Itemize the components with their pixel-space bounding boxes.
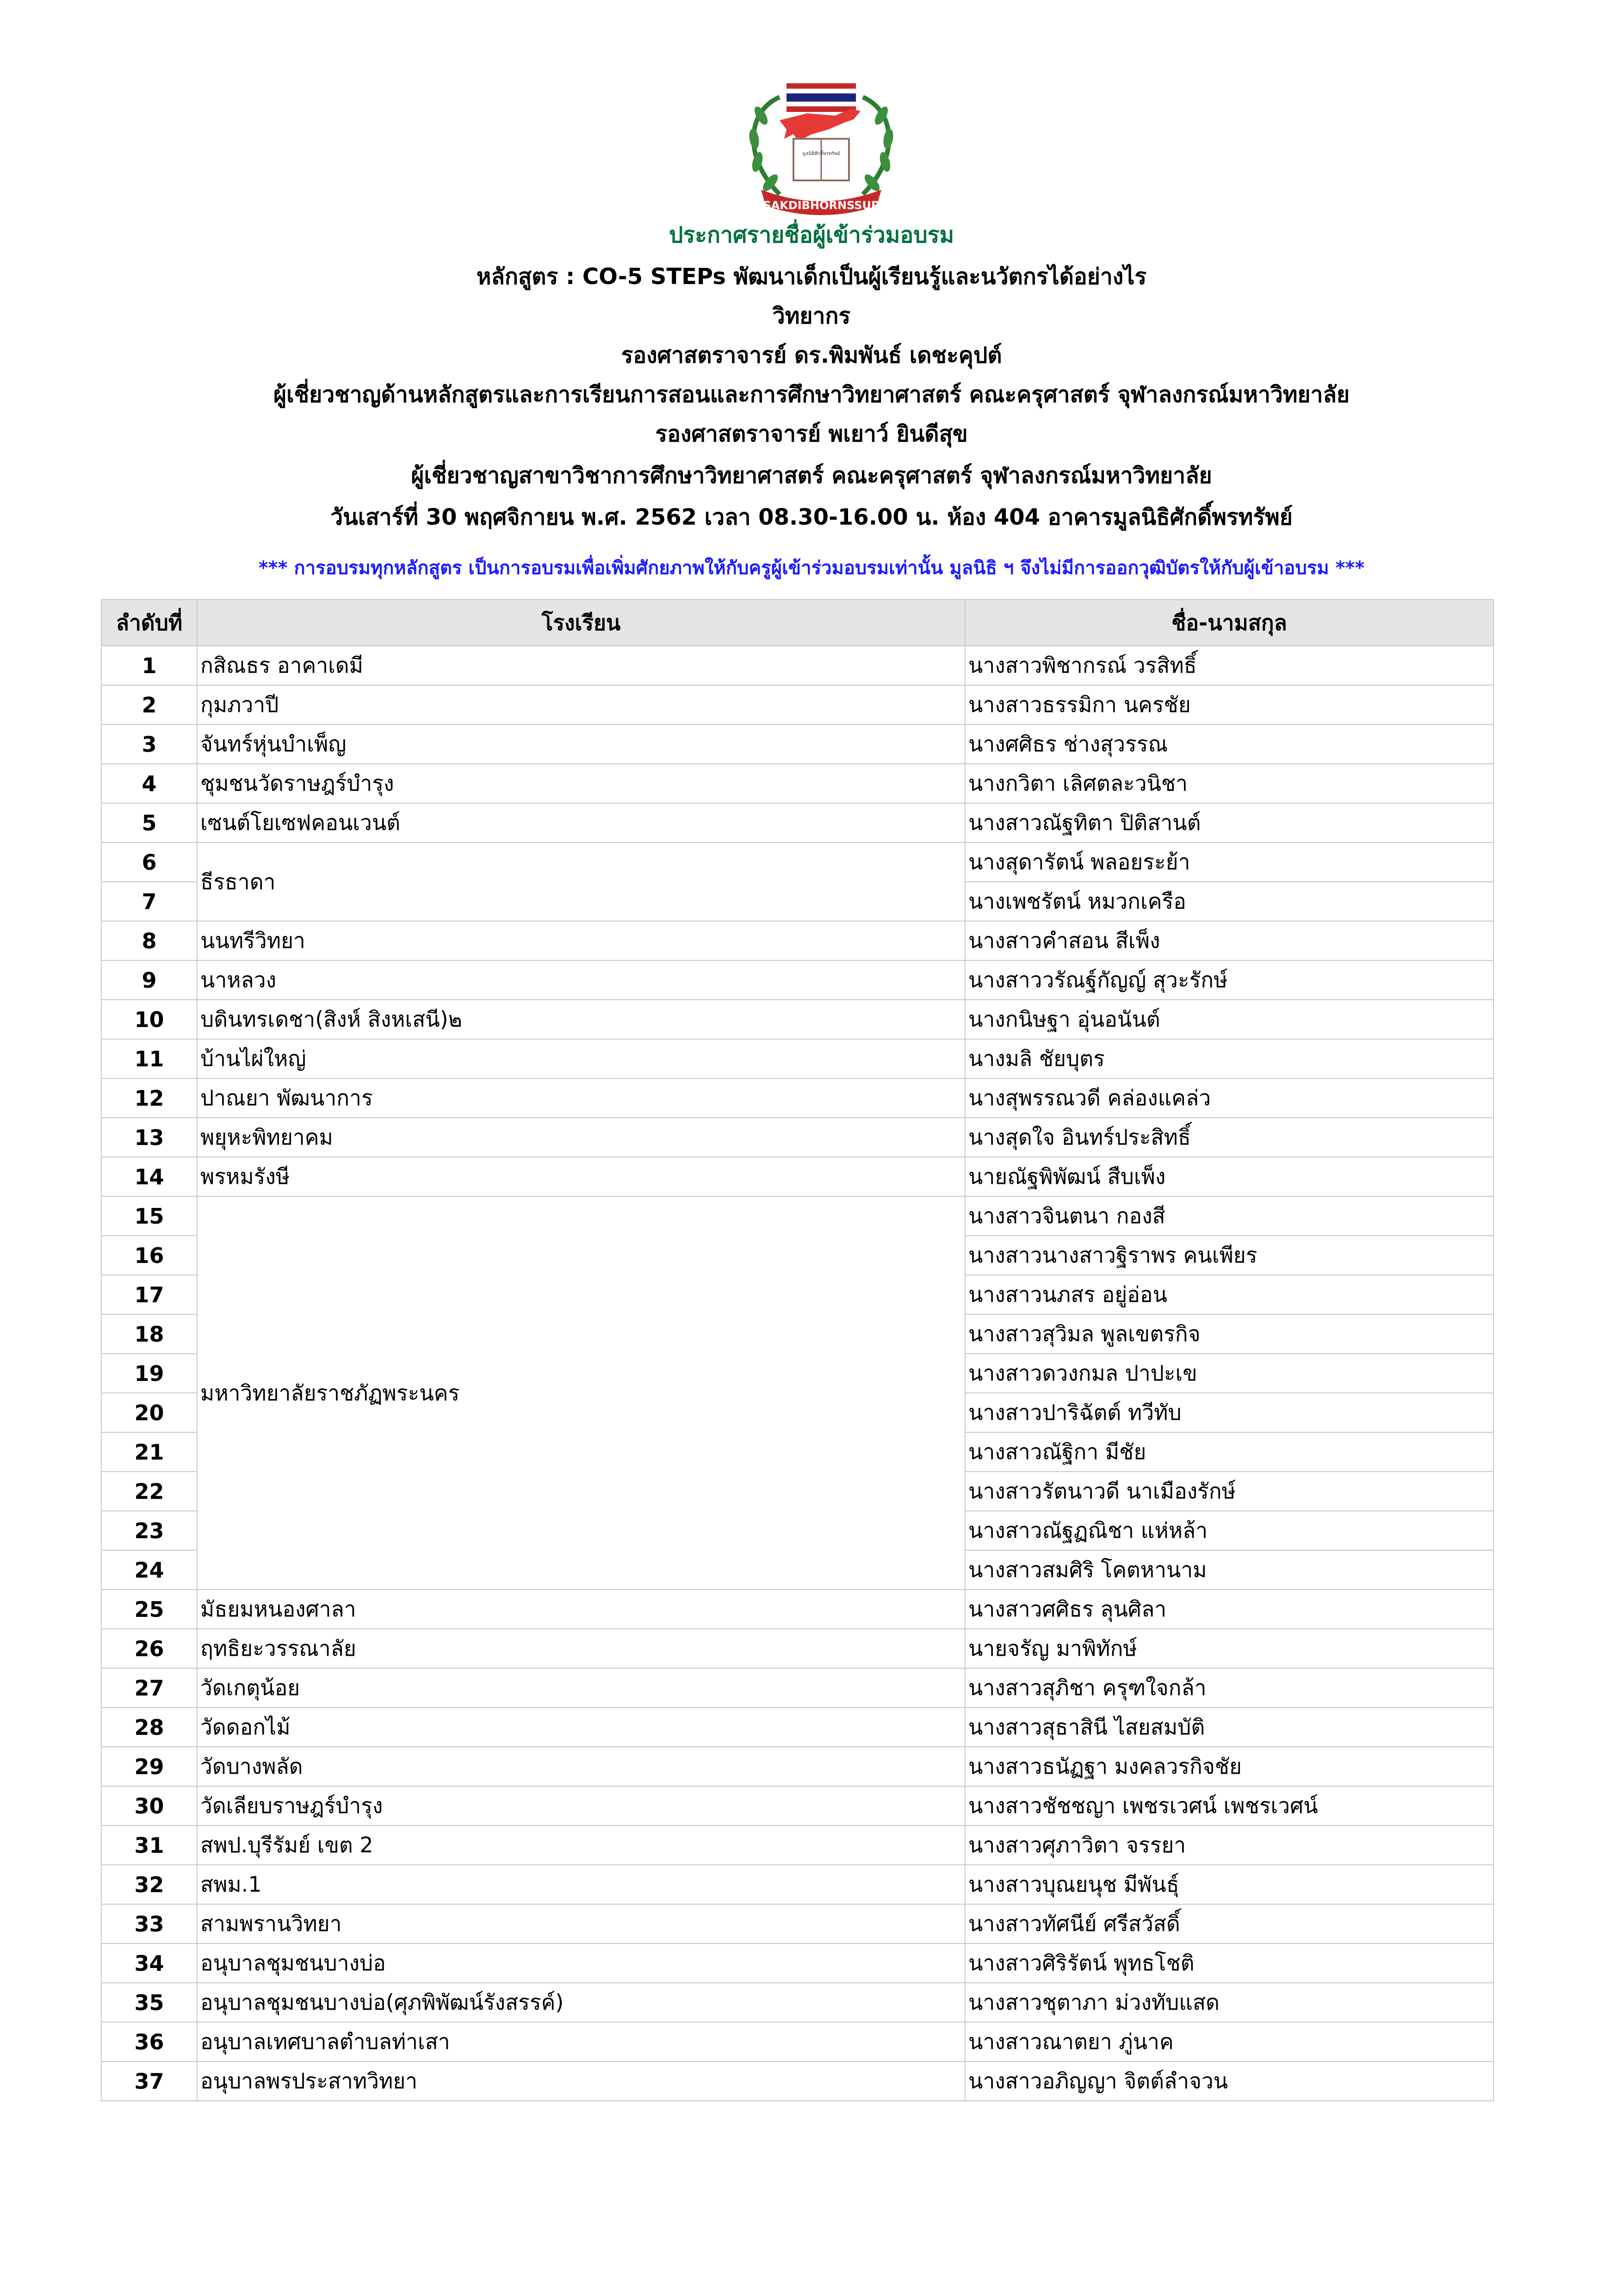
participant-name: นางสาวธรรมิกา นครชัย [965, 685, 1493, 724]
school-cell: วัดดอกไม้ [197, 1708, 965, 1747]
school-cell: เซนต์โยเซฟคอนเวนต์ [197, 803, 965, 842]
table-row [101, 1039, 1493, 1078]
table-row [101, 1196, 1493, 1236]
row-number: 3 [101, 724, 197, 764]
participant-name: นางสาวสุวิมล พูลเขตรกิจ [965, 1314, 1493, 1354]
school-cell: สามพรานวิทยา [197, 1904, 965, 1943]
row-number: 24 [101, 1550, 197, 1590]
participant-name: นางสาวชัชชญา เพชรเวศน์ เพชรเวศน์ [965, 1786, 1493, 1826]
col-header-number: ลำดับที่ [101, 600, 197, 646]
school-cell: วัดเกตุน้อย [197, 1668, 965, 1708]
row-number: 29 [101, 1747, 197, 1786]
participant-name: นางสาวชุตาภา ม่วงทับแสด [965, 1983, 1493, 2022]
participant-name: นางสาวนภสร อยู่อ่อน [965, 1275, 1493, 1314]
speaker-heading: วิทยากร [772, 303, 851, 329]
table-row [101, 803, 1493, 842]
speaker1-title: ผู้เชี่ยวชาญด้านหลักสูตรและการเรียนการสอนและการศึกษาวิทยาศาสตร์ คณะครุศาสตร์ จุฬาลงกรณ์มหาวิทยาลัย [273, 382, 1350, 408]
table-row [101, 724, 1493, 764]
school-cell: จันทร์หุ่นบำเพ็ญ [197, 724, 965, 764]
row-number: 1 [101, 646, 197, 685]
row-number: 23 [101, 1511, 197, 1550]
row-number: 25 [101, 1590, 197, 1629]
col-header-name: ชื่อ-นามสกุล [965, 600, 1493, 646]
row-number: 13 [101, 1118, 197, 1157]
participant-name: นางสุดารัตน์ พลอยระย้า [965, 842, 1493, 882]
row-number: 22 [101, 1472, 197, 1511]
school-cell: บดินทรเดชา(สิงห์ สิงหเสนี)๒ [197, 1000, 965, 1039]
participant-name: นางมลิ ชัยบุตร [965, 1039, 1493, 1078]
school-cell: กุมภวาปี [197, 685, 965, 724]
school-cell: ฤทธิยะวรรณาลัย [197, 1629, 965, 1668]
school-cell: พรหมรังษี [197, 1157, 965, 1196]
school-cell: บ้านไผ่ใหญ่ [197, 1039, 965, 1078]
row-number: 31 [101, 1826, 197, 1865]
row-number: 6 [101, 842, 197, 882]
school-cell: มหาวิทยาลัยราชภัฏพระนคร [197, 1196, 965, 1590]
school-cell: มัธยมหนองศาลา [197, 1590, 965, 1629]
school-cell: ชุมชนวัดราษฎร์บำรุง [197, 764, 965, 803]
table-row [101, 1078, 1493, 1118]
participant-name: นางสาวธนัฏฐา มงคลวรกิจชัย [965, 1747, 1493, 1786]
participant-name: นางสาวณัฐฏณิชา แห่หล้า [965, 1511, 1493, 1550]
table-row [101, 1747, 1493, 1786]
row-number: 26 [101, 1629, 197, 1668]
row-number: 20 [101, 1393, 197, 1432]
row-number: 12 [101, 1078, 197, 1118]
participant-name: นางสาวบุณยนุช มีพันธุ์ [965, 1865, 1493, 1904]
row-number: 27 [101, 1668, 197, 1708]
table-row [101, 1786, 1493, 1826]
participant-name: นางสาวณัฐิกา มีชัย [965, 1432, 1493, 1472]
row-number: 19 [101, 1354, 197, 1393]
table-row [101, 1157, 1493, 1196]
page-title: ประกาศรายชื่อผู้เข้าร่วมอบรม [669, 222, 954, 248]
table-row [101, 960, 1493, 1000]
table-row [101, 1118, 1493, 1157]
participant-name: นางสาวณาตยา ภู่นาค [965, 2022, 1493, 2061]
table-row [101, 2061, 1493, 2101]
participant-name: นางสาวรัตนาวดี นาเมืองรักษ์ [965, 1472, 1493, 1511]
participant-name: นางสาวจินตนา กองสี [965, 1196, 1493, 1236]
course-title: หลักสูตร : CO-5 STEPs พัฒนาเด็กเป็นผู้เรียนรู้และนวัตกรได้อย่างไร [476, 264, 1147, 290]
school-cell: สพม.1 [197, 1865, 965, 1904]
row-number: 28 [101, 1708, 197, 1747]
participant-name: นายณัฐพิพัฒน์ สืบเพ็ง [965, 1157, 1493, 1196]
logo-book-text: มูลนิธิศักดิ์พรทรัพย์ [802, 151, 840, 156]
table-row [101, 1904, 1493, 1943]
participant-name: นางเพชรัตน์ หมวกเครือ [965, 882, 1493, 921]
school-cell: วัดบางพลัด [197, 1747, 965, 1786]
school-cell: นาหลวง [197, 960, 965, 1000]
table-row [101, 2022, 1493, 2061]
table-row [101, 1983, 1493, 2022]
table-row [101, 1590, 1493, 1629]
participant-name: นางสาวศุภาวิตา จรรยา [965, 1826, 1493, 1865]
participant-name: นางสาวอภิญญา จิตต์ลำจวน [965, 2061, 1493, 2101]
table-row [101, 764, 1493, 803]
participant-name: นางศศิธร ช่างสุวรรณ [965, 724, 1493, 764]
table-row [101, 1000, 1493, 1039]
participant-name: นางสุพรรณวดี คล่องแคล่ว [965, 1078, 1493, 1118]
row-number: 30 [101, 1786, 197, 1826]
participant-name: นางสาวคำสอน สีเพ็ง [965, 921, 1493, 960]
participant-name: นายจรัญ มาพิทักษ์ [965, 1629, 1493, 1668]
row-number: 37 [101, 2061, 197, 2101]
school-cell: อนุบาลเทศบาลตำบลท่าเสา [197, 2022, 965, 2061]
participant-name: นางสาวสุธาสินี ไสยสมบัติ [965, 1708, 1493, 1747]
row-number: 2 [101, 685, 197, 724]
foundation-logo [729, 65, 914, 222]
table-row [101, 1708, 1493, 1747]
participant-name: นางสาวศิริรัตน์ พุทธโชติ [965, 1943, 1493, 1983]
participant-name: นางสาวทัศนีย์ ศรีสวัสดิ์ [965, 1904, 1493, 1943]
school-cell: ธีรธาดา [197, 842, 965, 921]
table-header-row [101, 600, 1493, 646]
table-row [101, 1865, 1493, 1904]
table-row [101, 1943, 1493, 1983]
row-number: 4 [101, 764, 197, 803]
row-number: 36 [101, 2022, 197, 2061]
participant-name: นางสาวพิชากรณ์ วรสิทธิ์ [965, 646, 1493, 685]
school-cell: กสิณธร อาคาเดมี [197, 646, 965, 685]
row-number: 21 [101, 1432, 197, 1472]
horse-figure [780, 109, 861, 141]
logo-ribbon-text: SAKDIBHORNSSUP [763, 199, 880, 212]
school-cell: อนุบาลชุมชนบางบ่อ [197, 1943, 965, 1983]
col-header-school: โรงเรียน [197, 600, 965, 646]
participant-name: นางสาวสมศิริ โคตหานาม [965, 1550, 1493, 1590]
participant-name: นางกวิตา เลิศตละวนิชา [965, 764, 1493, 803]
participant-name: นางสาวนางสาวฐิราพร คนเพียร [965, 1236, 1493, 1275]
certificate-note: *** การอบรมทุกหลักสูตร เป็นการอบรมเพื่อเพิ่มศักยภาพให้กับครูผู้เข้าร่วมอบรมเท่านั้น มูลนิธิ ฯ จึงไม่มีการออกวุฒิบัตรให้กับผู้เข้าอบรม *** [258, 557, 1365, 579]
school-cell: สพป.บุรีรัมย์ เขต 2 [197, 1826, 965, 1865]
row-number: 33 [101, 1904, 197, 1943]
table-row [101, 646, 1493, 685]
event-datetime: วันเสาร์ที่ 30 พฤศจิกายน พ.ศ. 2562 เวลา 08.30-16.00 น. ห้อง 404 อาคารมูลนิธิศักดิ์พรทรัพย์ [330, 504, 1293, 530]
table-row [101, 1629, 1493, 1668]
participant-name: นางสาวศศิธร ลุนศิลา [965, 1590, 1493, 1629]
participant-table [101, 599, 1494, 2101]
row-number: 5 [101, 803, 197, 842]
school-cell: พยุหะพิทยาคม [197, 1118, 965, 1157]
table-body [101, 646, 1493, 2101]
table-row [101, 921, 1493, 960]
row-number: 32 [101, 1865, 197, 1904]
school-cell: อนุบาลชุมชนบางบ่อ(ศุภพิพัฒน์รังสรรค์) [197, 1983, 965, 2022]
row-number: 34 [101, 1943, 197, 1983]
row-number: 9 [101, 960, 197, 1000]
speaker2-title: ผู้เชี่ยวชาญสาขาวิชาการศึกษาวิทยาศาสตร์ คณะครุศาสตร์ จุฬาลงกรณ์มหาวิทยาลัย [411, 463, 1212, 489]
school-cell: วัดเลียบราษฎร์บำรุง [197, 1786, 965, 1826]
row-number: 14 [101, 1157, 197, 1196]
participant-name: นางกนิษฐา อุ่นอนันต์ [965, 1000, 1493, 1039]
table-row [101, 1668, 1493, 1708]
row-number: 7 [101, 882, 197, 921]
row-number: 35 [101, 1983, 197, 2022]
participant-name: นางสาวณัฐทิตา ปิติสานต์ [965, 803, 1493, 842]
row-number: 15 [101, 1196, 197, 1236]
speaker1-name: รองศาสตราจารย์ ดร.พิมพันธ์ เดชะคุปต์ [621, 342, 1002, 368]
row-number: 18 [101, 1314, 197, 1354]
table-row [101, 1826, 1493, 1865]
school-cell: นนทรีวิทยา [197, 921, 965, 960]
school-cell: ปาณยา พัฒนาการ [197, 1078, 965, 1118]
speaker2-name: รองศาสตราจารย์ พเยาว์ ยินดีสุข [655, 421, 968, 447]
row-number: 10 [101, 1000, 197, 1039]
row-number: 8 [101, 921, 197, 960]
participant-name: นางสาวปาริฉัตต์ ทวีทับ [965, 1393, 1493, 1432]
participant-name: นางสาววรัณฐ์กัญญ์ สุวะรักษ์ [965, 960, 1493, 1000]
table-row [101, 685, 1493, 724]
row-number: 17 [101, 1275, 197, 1314]
row-number: 11 [101, 1039, 197, 1078]
participant-name: นางสุดใจ อินทร์ประสิทธิ์ [965, 1118, 1493, 1157]
participant-name: นางสาวดวงกมล ปาปะเข [965, 1354, 1493, 1393]
participant-name: นางสาวสุภิชา ครุฑใจกล้า [965, 1668, 1493, 1708]
table-row [101, 842, 1493, 882]
school-cell: อนุบาลพรประสาทวิทยา [197, 2061, 965, 2101]
row-number: 16 [101, 1236, 197, 1275]
